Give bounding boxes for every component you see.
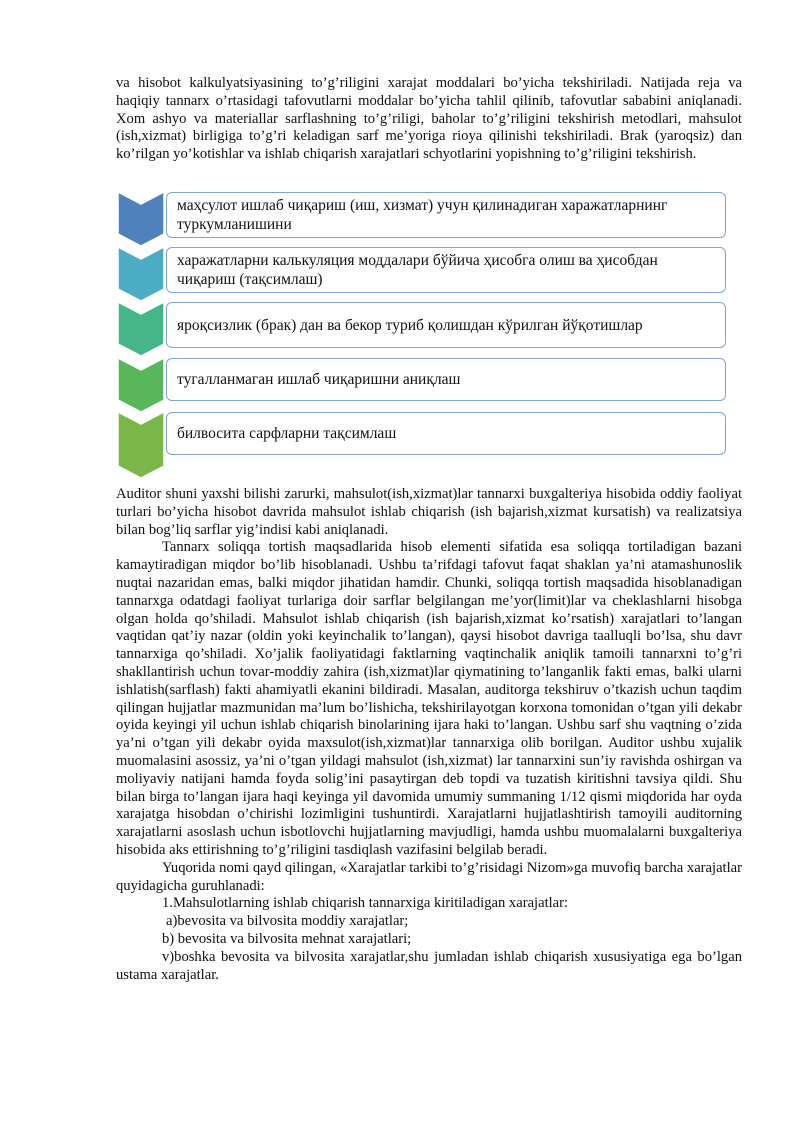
body-text	[116, 486, 742, 984]
diagram-step-1: маҳсулот ишлаб чиқариш (иш, хизмат) учун қилинадиган харажатларнинг туркумланишини	[166, 192, 726, 238]
list-item-a: a)bevosita va bilvosita moddiy xarajatlar;	[166, 913, 409, 930]
chevron-shape-1	[118, 192, 164, 246]
paragraph-nizom: Yuqorida nomi qayd qilingan, «Xarajatlar tarkibi to’g’risidagi Nizom»ga muvofiq barcha xarajatlar quyidagicha guruhlanadi:	[116, 859, 742, 894]
diagram-step-5: билвосита сарфларни тақсимлаш	[166, 412, 726, 455]
list-item-v: v)boshka bevosita va bilvosita xarajatlar,shu jumladan ishlab chiqarish xususiyatiga ega bo’lgan ustama xarajatlar.	[116, 948, 742, 983]
list-item-b: b) bevosita va bilvosita mehnat xarajatlari;	[162, 930, 412, 947]
paragraph-auditor: Auditor shuni yaxshi bilishi zarurki, mahsulot(ish,xizmat)lar tannarxi buxgalteriya hisobida oddiy faoliyat turlari bo’yicha hisobot davrida mahsulot ishlab chiqarish (ish bajarish,xizmat kursatish) va realizatsiya bilan bog’liq sarflar yig’indisi kabi aniqlanadi.	[116, 486, 742, 538]
diagram-step-2: харажатларни калькуляция моддалари бўйича ҳисобга олиш ва ҳисобдан чиқариш (тақсимлаш)	[166, 247, 726, 293]
chevron-arrow-column	[116, 190, 166, 480]
diagram-step-3: яроқсизлик (брак) дан ва бекор туриб қолишдан кўрилган йўқотишлар	[166, 302, 726, 348]
chevron-shape-3	[118, 302, 164, 356]
chevron-shape-5	[118, 412, 164, 478]
diagram-step-4: тугалланмаган ишлаб чиқаришни аниқлаш	[166, 358, 726, 401]
intro-paragraph: va hisobot kalkulyatsiyasining to’g’riligini xarajat moddalari bo’yicha tekshiriladi. Natijada reja va haqiqiy tannarx o’rtasidagi tafovutlarni moddalar bo’yicha tahlil qilinib, tafovutlar sababini aniqlanadi. Xom ashyo va materiallar sarflashning to’g’riligi, baholar to’g’riligini tekshirish metodlari, mahsulot (ish,xizmat) birligiga to’g’ri keladigan sarf me’yoriga rioya qilinishi tekshiriladi. Brak (yaroqsiz) dan ko’rilgan yo’kotishlar va ishlab chiqarish xarajatlari schyotlarini yopishning to’g’riligini tekshirish.	[116, 75, 742, 163]
chevron-shape-4	[118, 358, 164, 412]
chevron-shape-2	[118, 247, 164, 301]
process-diagram	[116, 190, 742, 480]
paragraph-tannarx: Tannarx soliqqa tortish maqsadlarida hisob elementi sifatida esa soliqqa tortiladigan bazani kamaytiradigan miqdor bo’lib hisoblanadi. Ushbu ta’rifdagi tafovut faqat shaklan ya’ni atamashunoslik nuqtai nazaridan emas, balki miqdor jihatidan hamdir. Chunki, soliqqa tortish maqsadida hisoblanadigan tannarxga odatdagi faoliyat turlariga doir sarflar belgilangan me’yor(limit)lar va cheklashlarni hisobga olgan holda qo’shiladi. Mahsulot ishlab chiqarish (ish bajarish,xizmat ko’rsatish) xarajatlari to’langan vaqtidan qat’iy nazar (oldin yoki keyinchalik to’langan), qaysi hisobot davriga taalluqli bo’lsa, shu davr tannarxiga qo’shiladi. Xo’jalik faoliyatidagi faktlarning vaqtinchalik aniqlik tamoili tannarxni to’g’ri shakllantirish uchun tovar-moddiy zahira (ish,xizmat)lar qiymatining to’langanlik fakti emas, balki ularni ishlatish(sarflash) fakti ahamiyatli ekanini bildiradi. Masalan, auditorga tekshiruv o’tkazish uchun taqdim qilingan hujjatlar mazmunidan ma’lum bo’lishicha, tekshirilayotgan korxona tomonidan o’tgan yili dekabr oyida keyingi yil uchun ishlab chiqarish binolarining ijara haki to’langan. Ushbu sarf shu vaqtning o’zida ya’ni o’tgan yili dekabr oyida maxsulot(ish,xizmat)lar tannarxiga olib borilgan. Auditor ushbu xujalik muomalasini asossiz, ya’ni o’tgan yildagi mahsulot (ish,xizmat) lar tannarxini sun’iy ravishda oshirgan va moliyaviy natijani hamda foyda solig’ini pasaytirgan deb topdi va tuzatish kiritishni tavsiya qildi. Shu bilan birga to’langan ijara haqi keyinga yil davomida umumiy summaning 1/12 qismi miqdorida har oyda xarajatga hisobdan o’chirishi lozimligini tushuntirdi. Xarajatlarni hujjatlashtirish tamoyili auditorning xarajatlarni asoslash uchun isbotlovchi hujjatlarning mavjudligi, hamda ushbu muomalalarni buxgalteriya hisobida aks ettirishning to’g’riligini tasdiqlash vazifasini belgilab beradi.	[116, 539, 742, 858]
list-item-1: 1.Mahsulotlarning ishlab chiqarish tannarxiga kiritiladigan xarajatlar:	[162, 895, 569, 912]
expense-list	[116, 895, 742, 984]
